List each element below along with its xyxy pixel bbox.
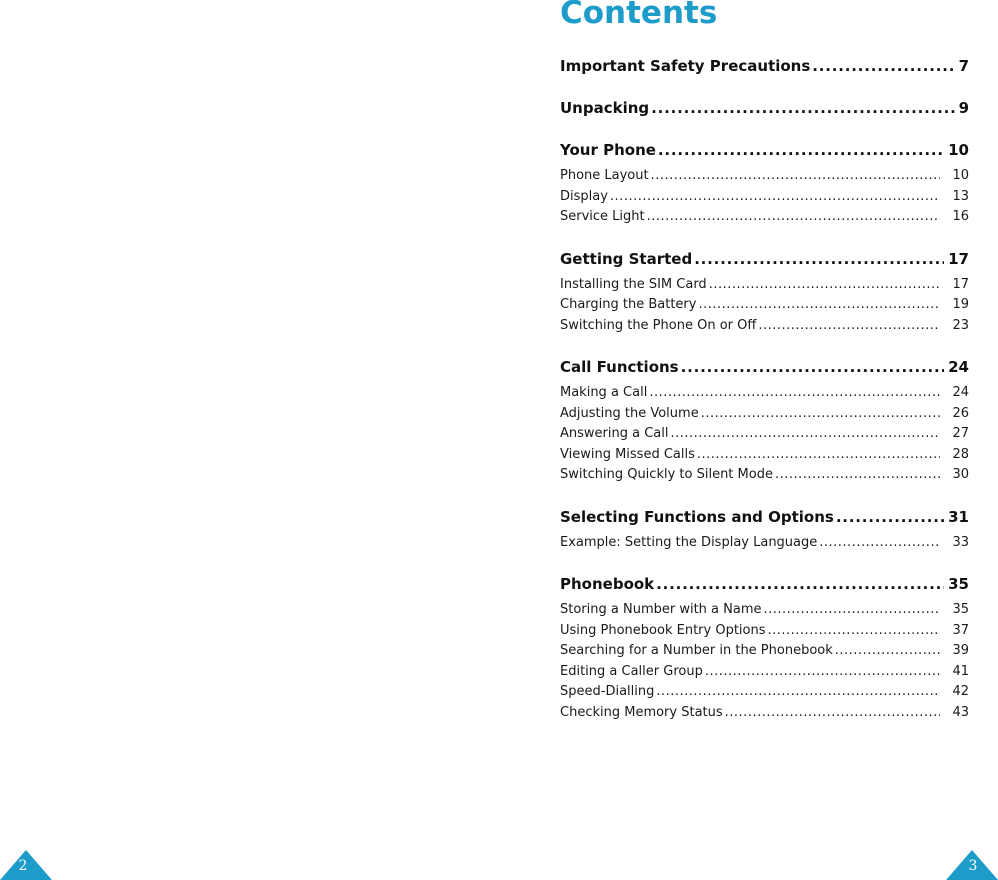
section-gap <box>560 553 969 573</box>
dot-leader <box>610 187 941 208</box>
toc-subentry[interactable] <box>560 166 969 187</box>
toc-subentry-label: Charging the Battery <box>560 297 697 312</box>
toc-subentry-label: Service Light <box>560 209 645 224</box>
toc-subentry[interactable] <box>560 703 969 724</box>
toc-subentry-label: Viewing Missed Calls <box>560 446 695 462</box>
toc-subentry-page: 39 <box>952 643 969 658</box>
section-gap <box>560 77 969 97</box>
toc-subentry[interactable] <box>560 600 969 621</box>
toc-subentry[interactable] <box>560 187 969 208</box>
section-gap <box>560 228 969 248</box>
toc-subentry-page: 30 <box>952 467 969 482</box>
toc-subentry-page: 23 <box>952 317 969 333</box>
section-gap <box>560 486 969 506</box>
toc-subentry-label: Phone Layout <box>560 168 649 183</box>
dot-leader <box>764 600 941 621</box>
toc-subentry-page: 42 <box>952 684 969 699</box>
table-of-contents <box>560 55 969 723</box>
toc-subentry-page: 41 <box>952 663 969 679</box>
dot-leader <box>656 573 944 595</box>
toc-subentry-label: Example: Setting the Display Language <box>560 534 818 550</box>
toc-subentry-page: 10 <box>952 168 969 183</box>
dot-leader <box>694 248 944 270</box>
dot-leader <box>725 703 941 724</box>
toc-section-entry[interactable] <box>560 55 969 77</box>
toc-subentry-page: 33 <box>952 534 969 550</box>
toc-subentry-page: 13 <box>952 188 969 204</box>
toc-subentry-label: Checking Memory Status <box>560 704 723 720</box>
toc-section-entry[interactable] <box>560 506 969 528</box>
toc-subentry[interactable] <box>560 404 969 425</box>
toc-subentry-label: Switching the Phone On or Off <box>560 317 757 333</box>
dot-leader <box>681 356 945 378</box>
toc-subentry-page: 27 <box>952 426 969 441</box>
right-page-number: 3 <box>968 858 978 874</box>
dot-leader <box>651 166 941 187</box>
toc-subentry-page: 24 <box>952 385 969 400</box>
toc-section-page: 35 <box>948 575 969 593</box>
toc-subentry[interactable] <box>560 465 969 486</box>
toc-subentry[interactable] <box>560 275 969 296</box>
toc-subentry[interactable] <box>560 533 969 554</box>
toc-section-page: 24 <box>948 358 969 376</box>
page-title: Contents <box>560 0 718 31</box>
toc-section-page: 17 <box>948 249 969 268</box>
toc-subentry-page: 26 <box>952 405 969 421</box>
toc-subentry-page: 19 <box>952 297 969 312</box>
toc-section-title: Selecting Functions and Options <box>560 507 834 526</box>
dot-leader <box>658 139 944 161</box>
toc-subentry-label: Speed-Dialling <box>560 684 655 699</box>
dot-leader <box>775 465 940 486</box>
left-page-number: 2 <box>18 858 28 874</box>
toc-section-title: Phonebook <box>560 575 655 593</box>
toc-subentry-label: Storing a Number with a Name <box>560 602 762 617</box>
toc-subentry-label: Editing a Caller Group <box>560 663 703 679</box>
toc-subentry[interactable] <box>560 316 969 337</box>
toc-section-page: 9 <box>958 99 969 117</box>
toc-subentry[interactable] <box>560 641 969 662</box>
toc-section-entry[interactable] <box>560 248 969 270</box>
toc-subentry-page: 35 <box>952 602 969 617</box>
toc-section-title: Unpacking <box>560 99 650 117</box>
toc-section-title: Your Phone <box>560 141 656 159</box>
toc-section-entry[interactable] <box>560 573 969 595</box>
toc-subentry[interactable] <box>560 383 969 404</box>
toc-subentry-label: Switching Quickly to Silent Mode <box>560 467 773 482</box>
dot-leader <box>656 682 940 703</box>
toc-subentry[interactable] <box>560 621 969 642</box>
toc-subentry-label: Adjusting the Volume <box>560 405 699 421</box>
dot-leader <box>835 641 941 662</box>
dot-leader <box>698 295 940 316</box>
toc-subentry[interactable] <box>560 662 969 683</box>
dot-leader <box>819 533 940 554</box>
toc-subentry-label: Searching for a Number in the Phonebook <box>560 643 833 658</box>
toc-subentry[interactable] <box>560 295 969 316</box>
dot-leader <box>709 275 941 296</box>
dot-leader <box>705 662 941 683</box>
toc-section-page: 10 <box>948 141 969 159</box>
toc-section-title: Call Functions <box>560 358 679 376</box>
toc-section-entry[interactable] <box>560 97 969 119</box>
dot-leader <box>768 621 941 642</box>
section-gap <box>560 336 969 356</box>
toc-section-entry[interactable] <box>560 139 969 161</box>
toc-section-page: 7 <box>958 57 969 75</box>
toc-subentry-label: Using Phonebook Entry Options <box>560 622 766 638</box>
dot-leader <box>758 316 940 337</box>
toc-subentry[interactable] <box>560 445 969 466</box>
toc-section-title: Getting Started <box>560 249 693 268</box>
dot-leader <box>697 445 941 466</box>
dot-leader <box>836 506 944 528</box>
toc-subentry-page: 16 <box>952 209 969 224</box>
section-gap <box>560 119 969 139</box>
toc-subentry[interactable] <box>560 207 969 228</box>
toc-subentry-label: Answering a Call <box>560 426 669 441</box>
dot-leader <box>701 404 941 425</box>
toc-section-page: 31 <box>948 507 969 526</box>
toc-subentry-page: 37 <box>952 622 969 638</box>
toc-subentry-label: Making a Call <box>560 385 648 400</box>
toc-section-title: Important Safety Precautions <box>560 57 811 75</box>
dot-leader <box>649 383 940 404</box>
toc-subentry-label: Display <box>560 188 608 204</box>
toc-subentry[interactable] <box>560 682 969 703</box>
dot-leader <box>670 424 940 445</box>
toc-subentry-page: 28 <box>952 446 969 462</box>
toc-subentry-label: Installing the SIM Card <box>560 276 707 292</box>
toc-subentry-page: 17 <box>952 276 969 292</box>
toc-section-entry[interactable] <box>560 356 969 378</box>
toc-subentry-page: 43 <box>952 704 969 720</box>
toc-subentry[interactable] <box>560 424 969 445</box>
dot-leader <box>812 55 954 77</box>
dot-leader <box>651 97 954 119</box>
dot-leader <box>647 207 941 228</box>
